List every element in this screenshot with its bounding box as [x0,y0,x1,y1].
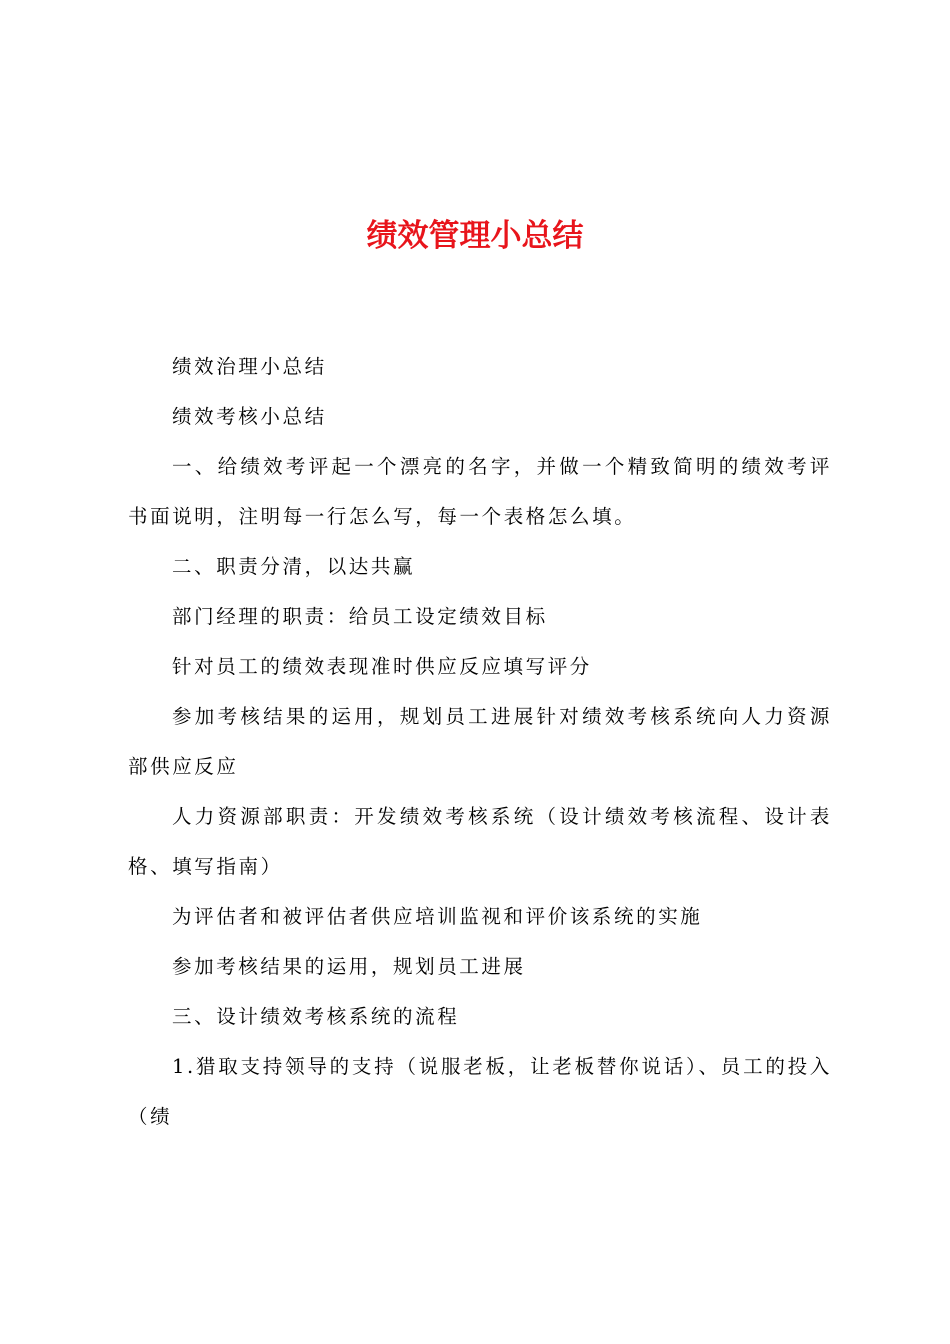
paragraph: 为评估者和被评估者供应培训监视和评价该系统的实施 [172,905,703,928]
paragraph: 参加考核结果的运用，规划员工进展针对绩效考核系统向人力资源部供应反应 [128,705,832,778]
paragraph: 一、给绩效考评起一个漂亮的名字，并做一个精致简明的绩效考评书面说明，注明每一行怎么写，每一个表格怎么填。 [128,455,832,528]
paragraph: 参加考核结果的运用，规划员工进展 [172,955,526,978]
paragraph: 针对员工的绩效表现准时供应反应填写评分 [172,655,592,678]
paragraph: 部门经理的职责：给员工设定绩效目标 [172,605,548,628]
paragraph: 人力资源部职责：开发绩效考核系统（设计绩效考核流程、设计表格、填写指南） [128,805,832,878]
paragraph: 二、职责分清，以达共赢 [172,555,416,578]
document-body [128,342,832,1142]
paragraph: 1.猎取支持领导的支持（说服老板，让老板替你说话）、员工的投入（绩 [128,1055,832,1128]
document-title: 绩效管理小总结 [366,218,584,254]
paragraph: 绩效考核小总结 [172,405,327,428]
paragraph: 三、设计绩效考核系统的流程 [172,1005,460,1028]
paragraph: 绩效治理小总结 [172,355,327,378]
